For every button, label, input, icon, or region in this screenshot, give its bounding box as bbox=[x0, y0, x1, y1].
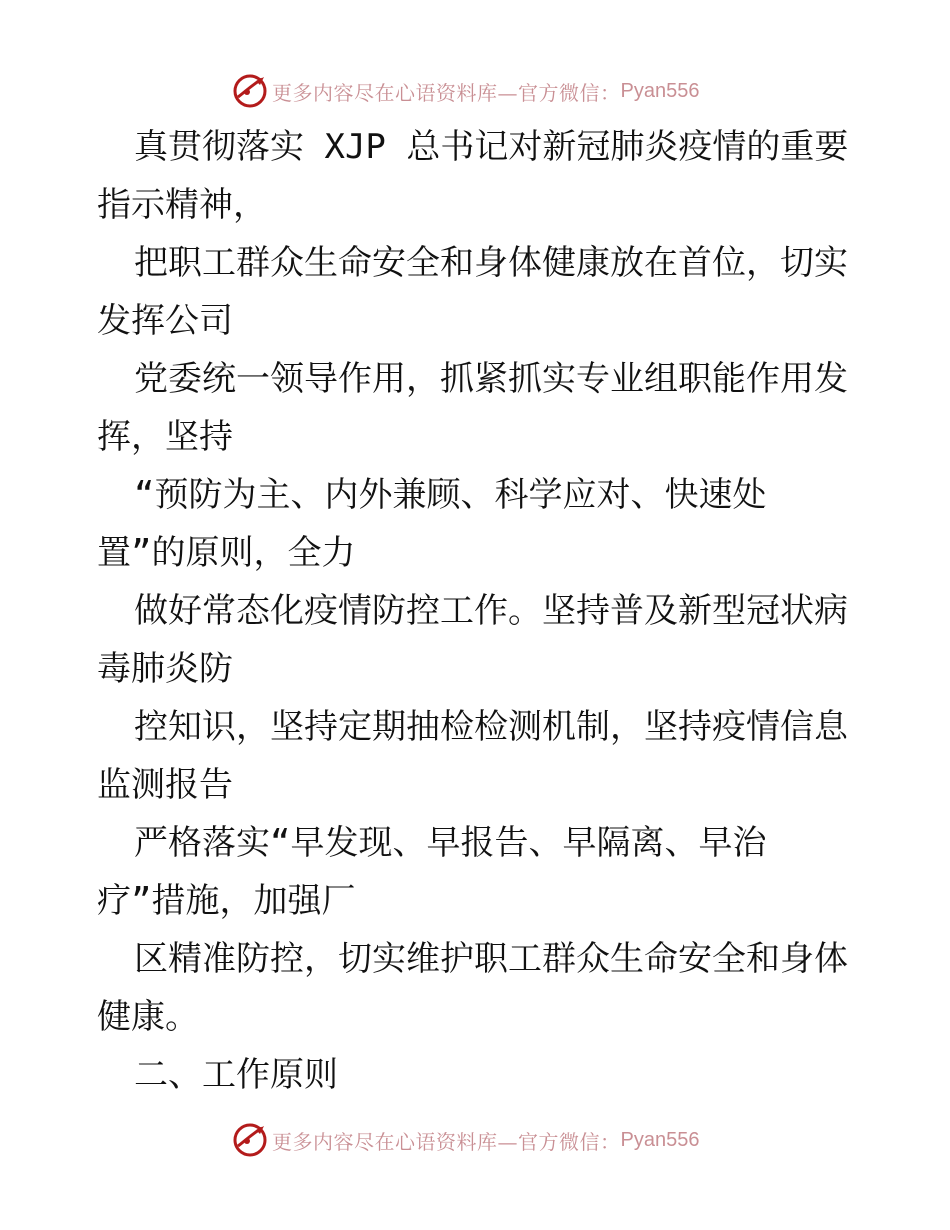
header-banner-text: 更多内容尽在心语资料库—官方微信： bbox=[272, 80, 621, 105]
body-line: 置”的原则，全力 bbox=[97, 533, 356, 573]
body-line: 指示精神， bbox=[97, 185, 267, 225]
body-line: 区精准防控，切实维护职工群众生命安全和身体 bbox=[134, 939, 848, 979]
body-line: 严格落实“早发现、早报告、早隔离、早治 bbox=[134, 823, 767, 863]
body-line: 党委统一领导作用，抓紧抓实专业组职能作用发 bbox=[134, 359, 848, 399]
header-banner-id: Pyan556 bbox=[620, 79, 700, 102]
body-line: 健康。 bbox=[97, 997, 199, 1037]
body-line: 真贯彻落实 XJP 总书记对新冠肺炎疫情的重要 bbox=[134, 127, 849, 167]
body-line: 做好常态化疫情防控工作。坚持普及新型冠状病 bbox=[134, 591, 848, 631]
footer-banner bbox=[232, 1120, 699, 1160]
footer-banner-id: Pyan556 bbox=[620, 1128, 700, 1151]
body-line: 疗”措施，加强厂 bbox=[97, 881, 356, 921]
body-line: 挥，坚持 bbox=[97, 417, 233, 457]
body-line: 发挥公司 bbox=[97, 301, 233, 341]
body-line: 控知识，坚持定期抽检检测机制，坚持疫情信息 bbox=[134, 707, 848, 747]
logo-icon bbox=[232, 1122, 268, 1158]
section-heading: 二、工作原则 bbox=[134, 1055, 338, 1095]
body-line: “预防为主、内外兼顾、科学应对、快速处 bbox=[134, 475, 767, 515]
footer-banner-text: 更多内容尽在心语资料库—官方微信： bbox=[272, 1129, 621, 1154]
body-line: 监测报告 bbox=[97, 765, 233, 805]
body-line: 把职工群众生命安全和身体健康放在首位，切实 bbox=[134, 243, 848, 283]
body-line: 毒肺炎防 bbox=[97, 649, 233, 689]
